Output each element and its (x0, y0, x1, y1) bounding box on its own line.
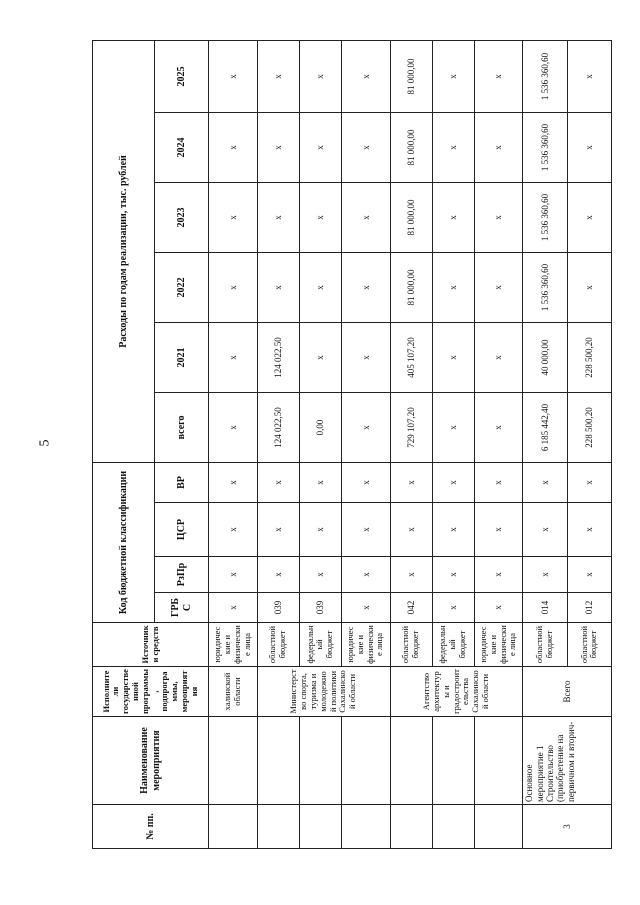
table-cell-total: х (341, 392, 390, 462)
table-cell-2022: 1 536 360,60 (523, 252, 567, 322)
table-cell-csr: х (523, 503, 567, 557)
header-executor: Исполнители государственной программы, подпрограммы, мероприятия (93, 667, 209, 717)
table-cell-vr: х (299, 462, 341, 502)
table-cell-vr: х (432, 462, 474, 502)
table-cell-total: 228 500,20 (567, 392, 611, 462)
table-cell-source: федеральный бюджет (432, 623, 474, 667)
table-cell-source: юридические и физические лица (474, 623, 523, 667)
table-cell-rzpr: х (209, 557, 258, 593)
table-cell-vr: х (390, 462, 432, 502)
table-cell-source: юридические и физические лица (209, 623, 258, 667)
table-cell-2025: х (209, 40, 258, 112)
table-cell-2024: х (567, 112, 611, 182)
page-number: 5 (37, 439, 53, 447)
table-cell-2022: 81 000,00 (390, 252, 432, 322)
table-cell-grbs: х (341, 593, 390, 623)
table-cell-2024: х (257, 112, 299, 182)
table-cell-2022: х (209, 252, 258, 322)
table-cell-vr: х (341, 462, 390, 502)
table-cell-executor: халинской области (209, 667, 258, 717)
table-cell-2024: х (209, 112, 258, 182)
header-source: Источники средств (93, 623, 209, 667)
table-cell-num (209, 805, 258, 849)
budget-table (92, 40, 612, 849)
table-cell-2022: х (299, 252, 341, 322)
header-year-2021: 2021 (155, 322, 209, 392)
table-cell-grbs: 042 (390, 593, 432, 623)
header-year-2024: 2024 (155, 112, 209, 182)
table-cell-2025: х (474, 40, 523, 112)
table-cell-2022: х (432, 252, 474, 322)
header-rzpr: РзПр (155, 557, 209, 593)
table-cell-vr: х (209, 462, 258, 502)
table-cell-2021: х (432, 322, 474, 392)
table-cell-vr: х (474, 462, 523, 502)
table-cell-name (209, 717, 258, 805)
table-cell-num (257, 805, 299, 849)
table-cell-rzpr: х (257, 557, 299, 593)
table-cell-num (341, 805, 390, 849)
table-cell-total: х (474, 392, 523, 462)
table-cell-2024: х (474, 112, 523, 182)
header-year-2025: 2025 (155, 40, 209, 112)
table-cell-2025: 81 000,00 (390, 40, 432, 112)
table-cell-name (390, 717, 432, 805)
table-cell-csr: х (341, 503, 390, 557)
table-cell-total: 729 107,20 (390, 392, 432, 462)
table-cell-2024: 1 536 360,60 (523, 112, 567, 182)
table-cell-2021: 40 000,00 (523, 322, 567, 392)
table-cell-source: областной бюджет (257, 623, 299, 667)
table-cell-2021: х (341, 322, 390, 392)
table-cell-grbs: 039 (299, 593, 341, 623)
table-cell-executor: Агентство архитектуры и градостроительства Сахалинской области (390, 667, 523, 717)
table-cell-2021: х (299, 322, 341, 392)
table-cell-2024: х (299, 112, 341, 182)
table-cell-source: областной бюджет (390, 623, 432, 667)
header-year-2022: 2022 (155, 252, 209, 322)
table-cell-total: 6 185 442,40 (523, 392, 567, 462)
table-cell-csr: х (390, 503, 432, 557)
table-cell-grbs: 039 (257, 593, 299, 623)
table-cell-2025: х (341, 40, 390, 112)
table-cell-source: областной бюджет (567, 623, 611, 667)
table-cell-2023: х (341, 182, 390, 252)
table-cell-vr: х (567, 462, 611, 502)
table-cell-num (474, 805, 523, 849)
table-cell-2022: х (341, 252, 390, 322)
table-cell-2022: х (567, 252, 611, 322)
table-cell-csr: х (299, 503, 341, 557)
table-cell-num (432, 805, 474, 849)
table-cell-rzpr: х (299, 557, 341, 593)
table-cell-grbs: 014 (523, 593, 567, 623)
table-cell-name (474, 717, 523, 805)
table-cell-2023: х (432, 182, 474, 252)
header-name: Наименование мероприятия (93, 717, 209, 805)
table-cell-grbs: 012 (567, 593, 611, 623)
table-cell-csr: х (474, 503, 523, 557)
table-cell-2021: х (209, 322, 258, 392)
table-cell-2025: х (432, 40, 474, 112)
header-year-2023: 2023 (155, 182, 209, 252)
table-cell-2023: х (299, 182, 341, 252)
table-cell-name: Основное мероприятие 1 Строительство (приобретение на первичном и вторич- (523, 717, 612, 805)
table-cell-num (390, 805, 432, 849)
table-cell-2021: 228 500,20 (567, 322, 611, 392)
header-expenses: Расходы по годам реализации, тыс. рублей (93, 40, 155, 462)
table-cell-2021: 124 022,50 (257, 322, 299, 392)
table-cell-source: юридические и физические лица (341, 623, 390, 667)
table-cell-2023: х (257, 182, 299, 252)
table-cell-name (341, 717, 390, 805)
table-cell-name (299, 717, 341, 805)
table-cell-name (432, 717, 474, 805)
table-cell-executor: Министерство спорта, туризма и молодежной политики Сахалинской области (257, 667, 390, 717)
table-cell-executor: Всего (523, 667, 612, 717)
table-cell-total: 124 022,50 (257, 392, 299, 462)
table-cell-2023: х (209, 182, 258, 252)
header-vr: ВР (155, 462, 209, 502)
table-cell-2021: 405 107,20 (390, 322, 432, 392)
table-cell-csr: х (209, 503, 258, 557)
table-cell-2023: 1 536 360,60 (523, 182, 567, 252)
table-cell-source: областной бюджет (523, 623, 567, 667)
header-num: № пп. (93, 805, 209, 849)
table-cell-num (299, 805, 341, 849)
header-grbs: ГРБС (155, 593, 209, 623)
table-cell-2021: х (474, 322, 523, 392)
rotated-table-container (92, 41, 612, 849)
table-cell-name (257, 717, 299, 805)
table-cell-vr: х (523, 462, 567, 502)
table-cell-2024: 81 000,00 (390, 112, 432, 182)
table-cell-csr: х (432, 503, 474, 557)
table-cell-csr: х (567, 503, 611, 557)
table-cell-rzpr: х (390, 557, 432, 593)
table-cell-total: х (432, 392, 474, 462)
table-cell-2024: х (341, 112, 390, 182)
table-cell-vr: х (257, 462, 299, 502)
table-cell-source: федеральный бюджет (299, 623, 341, 667)
header-csr: ЦСР (155, 503, 209, 557)
table-cell-2025: х (567, 40, 611, 112)
table-cell-2025: х (299, 40, 341, 112)
table-cell-rzpr: х (474, 557, 523, 593)
header-total: всего (155, 392, 209, 462)
table-cell-2023: 81 000,00 (390, 182, 432, 252)
table-cell-rzpr: х (432, 557, 474, 593)
table-cell-grbs: х (432, 593, 474, 623)
table-cell-total: 0,00 (299, 392, 341, 462)
table-cell-grbs: х (209, 593, 258, 623)
table-cell-num: 3 (523, 805, 612, 849)
table-cell-rzpr: х (523, 557, 567, 593)
table-cell-2023: х (474, 182, 523, 252)
table-cell-2023: х (567, 182, 611, 252)
table-cell-rzpr: х (567, 557, 611, 593)
table-cell-rzpr: х (341, 557, 390, 593)
table-cell-csr: х (257, 503, 299, 557)
table-cell-2025: х (257, 40, 299, 112)
table-cell-2022: х (257, 252, 299, 322)
table-cell-grbs: х (474, 593, 523, 623)
table-cell-2025: 1 536 360,60 (523, 40, 567, 112)
header-budget-code: Код бюджетной классификации (93, 462, 155, 622)
table-cell-total: х (209, 392, 258, 462)
table-cell-2024: х (432, 112, 474, 182)
table-cell-2022: х (474, 252, 523, 322)
